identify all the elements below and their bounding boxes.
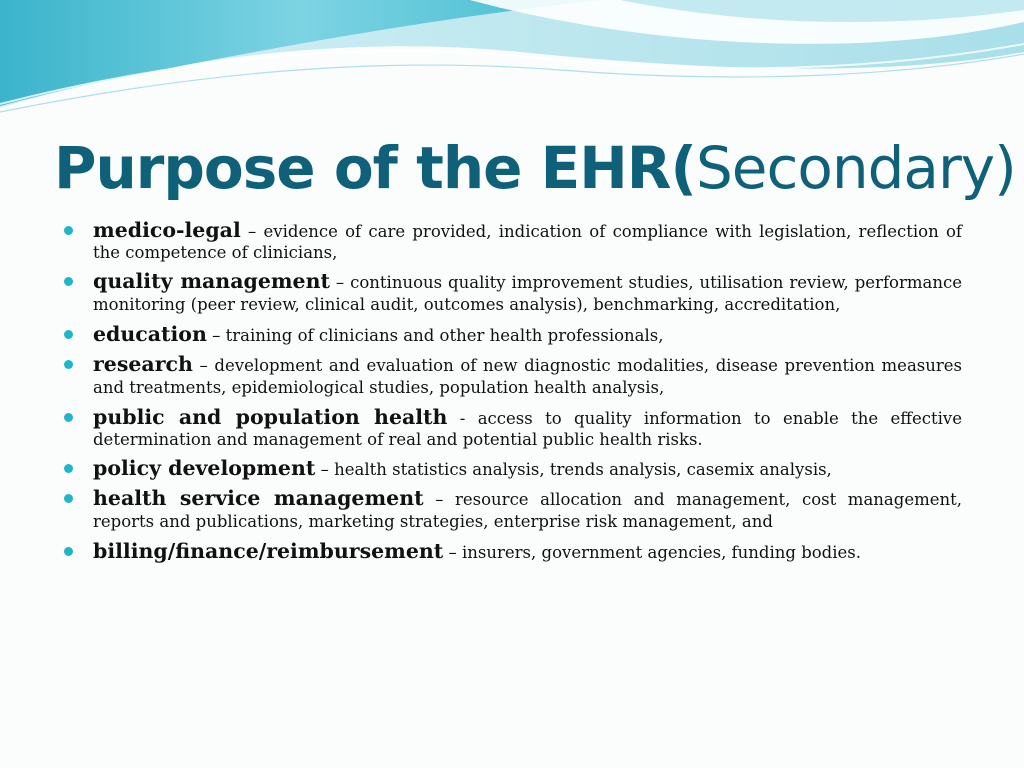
list-item [93,220,962,263]
slide-title-bold: Purpose of the EHR( [54,134,696,202]
bullet-description: – evidence of care provided, indication of compliance with legislation, reflection of the competence of clinicians, [93,222,962,262]
bullet-term: medico-legal [93,218,241,242]
slide-title [54,128,1016,208]
bullet-list [93,220,962,563]
bullet-icon [64,226,73,235]
list-item [93,271,962,316]
bullet-icon [64,547,73,556]
bullet-term: billing/finance/reimbursement [93,539,444,563]
list-item [93,488,962,533]
bullet-description: - access to quality information to enable the effective determination and management of real and potential public health risks. [93,409,962,449]
bullet-term: research [93,352,193,376]
list-item [93,354,962,399]
bullet-text [93,407,962,450]
bullet-term: health service management [93,486,424,510]
bullet-description: – health statistics analysis, trends analysis, casemix analysis, [315,460,832,479]
list-item [93,458,962,480]
bullet-icon [64,464,73,473]
bullet-description: – insurers, government agencies, funding bodies. [443,543,862,562]
slide-title-regular: Secondary) [695,134,1016,202]
bullet-term: policy development [93,456,316,480]
list-item [93,324,962,346]
list-item [93,541,962,563]
bullet-description: – resource allocation and management, cost management, reports and publications, marketing strategies, enterprise risk management, and [93,490,962,531]
header-wave-decoration [0,0,1024,120]
bullet-text [93,488,962,533]
bullet-text [93,541,962,563]
bullet-icon [64,330,73,339]
bullet-term: public and population health [93,405,448,429]
bullet-term: quality management [93,269,330,293]
bullet-text [93,324,962,346]
bullet-icon [64,413,73,422]
bullet-icon [64,494,73,503]
list-item [93,407,962,450]
bullet-icon [64,360,73,369]
bullet-text [93,271,962,316]
bullet-description: – training of clinicians and other health professionals, [206,326,664,345]
bullet-text [93,354,962,399]
bullet-description: – development and evaluation of new diagnostic modalities, disease prevention measures and treatments, epidemiological studies, population health analysis, [93,356,962,397]
bullet-icon [64,277,73,286]
bullet-description: – continuous quality improvement studies, utilisation review, performance monitoring (peer review, clinical audit, outcomes analysis), benchmarking, accreditation, [93,273,962,314]
bullet-text [93,220,962,263]
bullet-term: education [93,322,207,346]
bullet-text [93,458,962,480]
